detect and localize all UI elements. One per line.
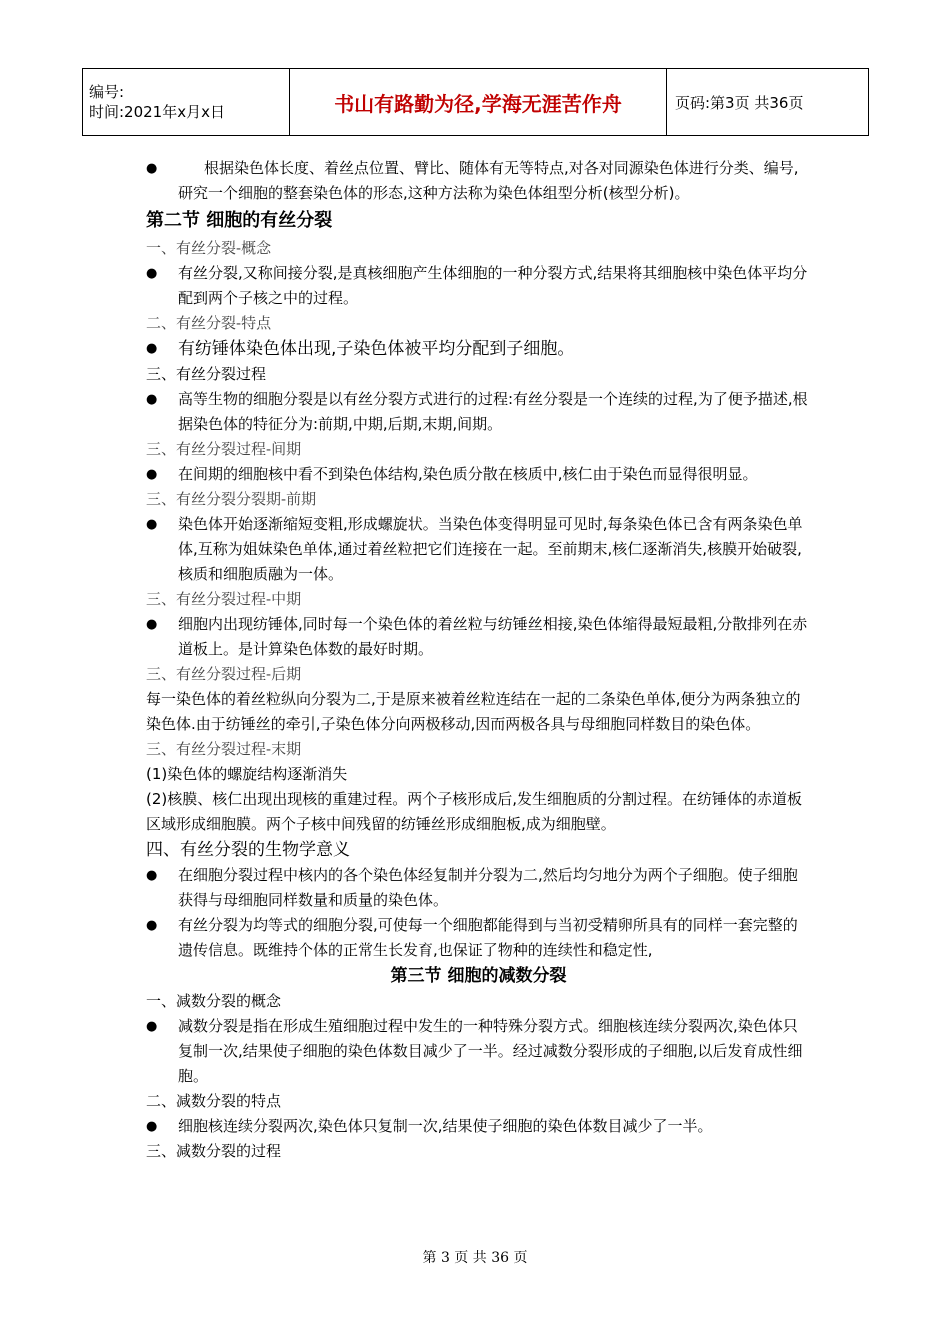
header-motto: 书山有路勤为径,学海无涯苦作舟	[290, 69, 667, 136]
bullet-text: 根据染色体长度、着丝点位置、臂比、随体有无等特点,对各对同源染色体进行分类、编号,研究一个细胞的整套染色体的形态,这种方法称为染色体组型分析(核型分析)。	[178, 159, 799, 202]
bullet-item: ● 细胞核连续分裂两次,染色体只复制一次,结果使子细胞的染色体数目减少了一半。	[146, 1114, 811, 1139]
subheading: 三、有丝分裂过程-末期	[146, 740, 302, 758]
header-meta	[83, 69, 290, 136]
date-label: 时间:2021年x月x日	[89, 103, 225, 121]
bullet-item: ● 细胞内出现纺锤体,同时每一个染色体的着丝粒与纺锤丝相接,染色体缩得最短最粗,分散排列在赤道板上。是计算染色体数的最好时期。	[146, 612, 811, 662]
bullet-item: ● 减数分裂是指在形成生殖细胞过程中发生的一种特殊分裂方式。细胞核连续分裂两次,染色体只复制一次,结果使子细胞的染色体数目减少了一半。经过减数分裂形成的子细胞,以后发育成性细胞。	[146, 1014, 811, 1089]
subheading: 三、有丝分裂过程-中期	[146, 590, 302, 608]
paragraph: 每一染色体的着丝粒纵向分裂为二,于是原来被着丝粒连结在一起的二条染色单体,便分为两条独立的染色体.由于纺锤丝的牵引,子染色体分向两极移动,因而两极各具与母细胞同样数目的染色体。	[146, 690, 801, 733]
header-page-label: 页码:第3页 共36页	[667, 69, 869, 136]
header-table	[82, 68, 869, 136]
subheading: 二、有丝分裂-特点	[146, 314, 272, 332]
page-footer: 第 3 页 共 36 页	[422, 1250, 528, 1266]
number-label: 编号:	[89, 83, 125, 101]
bullet-item: ● 有丝分裂,又称间接分裂,是真核细胞产生体细胞的一种分裂方式,结果将其细胞核中染色体平均分配到两个子核之中的过程。	[146, 261, 811, 311]
bullet-item: ● 有丝分裂为均等式的细胞分裂,可使每一个细胞都能得到与当初受精卵所具有的同样一套完整的遗传信息。既维持个体的正常生长发育,也保证了物种的连续性和稳定性,	[146, 913, 811, 963]
paragraph: (2)核膜、核仁出现出现核的重建过程。两个子核形成后,发生细胞质的分割过程。在纺锤体的赤道板区域形成细胞膜。两个子核中间残留的纺锤丝形成细胞板,成为细胞壁。	[146, 790, 803, 833]
section-heading-mitosis: 第二节 细胞的有丝分裂	[146, 210, 333, 231]
subheading: 一、减数分裂的概念	[146, 992, 282, 1010]
document-body	[146, 156, 811, 1164]
bullet-item: ● 在细胞分裂过程中核内的各个染色体经复制并分裂为二,然后均匀地分为两个子细胞。使子细胞获得与母细胞同样数量和质量的染色体。	[146, 863, 811, 913]
subsection-heading: 四、有丝分裂的生物学意义	[146, 840, 350, 860]
subheading: 三、有丝分裂过程	[146, 365, 267, 383]
subheading: 三、减数分裂的过程	[146, 1142, 282, 1160]
subheading: 三、有丝分裂过程-间期	[146, 440, 302, 458]
subheading: 三、有丝分裂分裂期-前期	[146, 490, 317, 508]
subheading: 三、有丝分裂过程-后期	[146, 665, 302, 683]
bullet-item: ● 染色体开始逐渐缩短变粗,形成螺旋状。当染色体变得明显可见时,每条染色体已含有两条染色单体,互称为姐妹染色单体,通过着丝粒把它们连接在一起。至前期末,核仁逐渐消失,核膜开始破裂,核质和细胞质融为一体。	[146, 512, 811, 587]
bullet-karyotype	[146, 156, 811, 206]
subheading: 二、减数分裂的特点	[146, 1092, 282, 1110]
section-heading-meiosis: 第三节 细胞的减数分裂	[390, 966, 567, 986]
bullet-item: ● 高等生物的细胞分裂是以有丝分裂方式进行的过程:有丝分裂是一个连续的过程,为了便予描述,根据染色体的特征分为:前期,中期,后期,末期,间期。	[146, 387, 811, 437]
bullet-item: ● 有纺锤体染色体出现,子染色体被平均分配到子细胞。	[146, 336, 811, 362]
paragraph: (1)染色体的螺旋结构逐渐消失	[146, 765, 348, 783]
bullet-item: ● 在间期的细胞核中看不到染色体结构,染色质分散在核质中,核仁由于染色而显得很明显。	[146, 462, 811, 487]
subheading: 一、有丝分裂-概念	[146, 239, 272, 257]
